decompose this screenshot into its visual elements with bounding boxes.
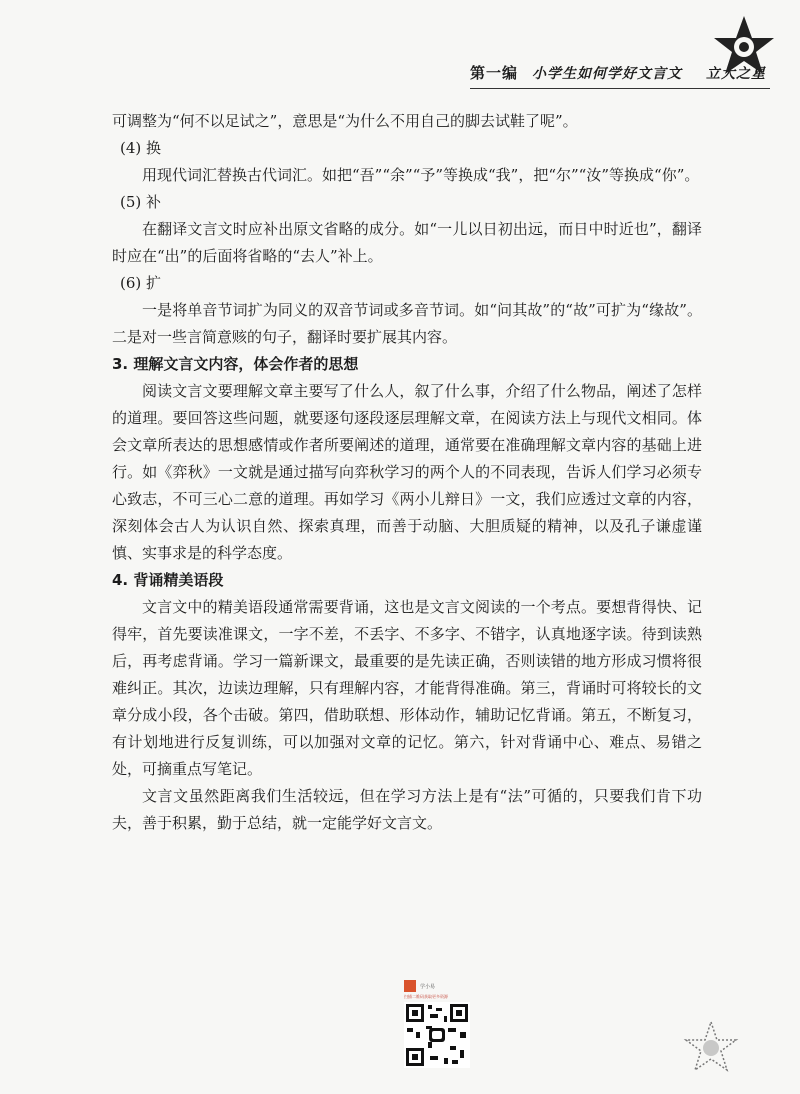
section-4-paragraph-2: 文言文虽然距离我们生活较远，但在学习方法上是有“法”可循的，只要我们肯下功夫，善于积累，勤于总结，就一定能学好文言文。 [112,787,702,832]
header-series: 立大之星 [706,66,767,82]
header-rule [470,88,770,89]
qr-caption: 扫描二维码获取更多资源 [404,994,448,999]
qr-header [404,980,476,992]
section-4-paragraph-1: 文言文中的精美语段通常需要背诵，这也是文言文阅读的一个考点。要想背得快、记得牢，首先要读准课文，一字不差，不丢字、不多字、不错字，认真地逐字读。待到读熟后，再考虑背诵。学习一篇新课文，最重要的是先读正确，否则读错的地方形成习惯将很难纠正。其次，边读边理解，只有理解内容，才能背得准确。第三，背诵时可将较长的文章分成小段，各个击破。第四，借助联想、形体动作，辅助记忆背诵。第五，不断复习，有计划地进行反复训练，可以加强对文章的记忆。第六，针对背诵中心、难点、易错之处，可摘重点写笔记。 [112,598,702,778]
item-4-heading: (4) 换 [120,139,162,157]
section-3-heading: 3. 理解文言文内容，体会作者的思想 [112,355,359,373]
item-6-body: 一是将单音节词扩为同义的双音节词或多音节词。如“问其故”的“故”可扩为“缘故”。二是对一些言简意赅的句子，翻译时要扩展其内容。 [112,301,702,346]
page-body [112,108,702,837]
item-4-body: 用现代词汇替换古代词汇。如把“吾”“余”“予”等换成“我”，把“尔”“汝”等换成“你”。 [142,166,700,184]
page-number-ornament-icon [676,1018,746,1078]
header-book-title: 小学生如何学好文言文 [532,66,683,82]
star-logo-icon [712,14,776,78]
brand-badge-icon [404,980,416,992]
item-5-body: 在翻译文言文时应补出原文省略的成分。如“一儿以日初出远，而日中时近也”，翻译时应在“出”的后面将省略的“去人”补上。 [112,220,702,265]
qr-brand: 学小易 [420,983,436,990]
section-3-paragraph: 阅读文言文要理解文章主要写了什么人，叙了什么事，介绍了什么物品，阐述了怎样的道理。要回答这些问题，就要逐句逐段逐层理解文章，在阅读方法上与现代文相同。体会文章所表达的思想感情或作者所要阐述的道理，通常要在准确理解文章内容的基础上进行。如《弈秋》一文就是通过描写向弈秋学习的两个人的不同表现，告诉人们学习必须专心致志，不可三心二意的道理。再如学习《两小儿辩日》一文，我们应透过文章的内容，深刻体会古人为认识自然、探索真理，而善于动脑、大胆质疑的精神，以及孔子谦虚谨慎、实事求是的科学态度。 [112,382,702,562]
qr-code-icon[interactable] [404,1002,470,1068]
continued-line: 可调整为“何不以足试之”，意思是“为什么不用自己的脚去试鞋了呢”。 [112,112,578,130]
section-4-heading: 4. 背诵精美语段 [112,571,224,589]
header-volume: 第一编 [470,64,519,82]
item-5-heading: (5) 补 [120,193,162,211]
item-6-heading: (6) 扩 [120,274,162,292]
qr-block [404,980,476,1080]
